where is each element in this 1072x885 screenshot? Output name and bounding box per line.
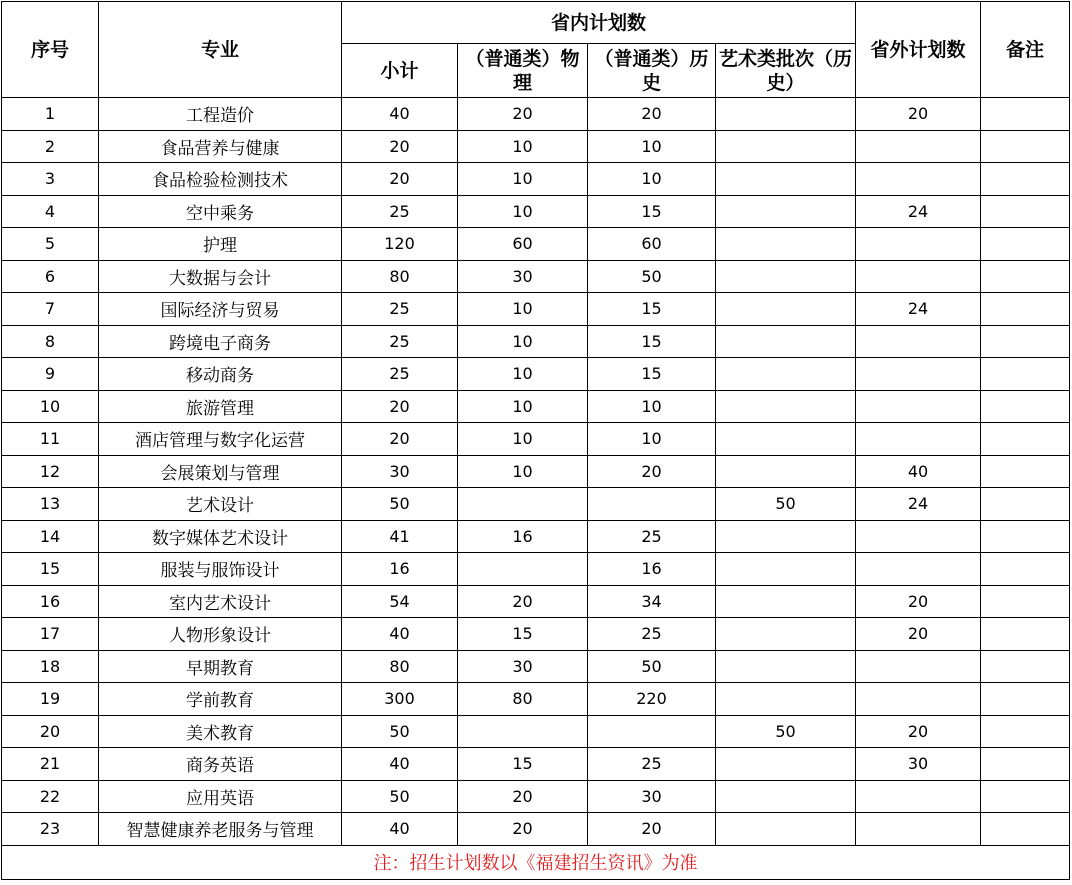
cell-remark <box>981 423 1070 456</box>
cell-subtotal: 20 <box>342 163 458 196</box>
cell-history: 16 <box>588 553 716 586</box>
cell-seq: 2 <box>2 130 99 163</box>
cell-major: 工程造价 <box>99 98 342 131</box>
cell-art <box>716 130 856 163</box>
cell-seq: 11 <box>2 423 99 456</box>
cell-subtotal: 300 <box>342 683 458 716</box>
cell-major: 商务英语 <box>99 748 342 781</box>
cell-remark <box>981 98 1070 131</box>
cell-out: 20 <box>856 715 981 748</box>
cell-out <box>856 520 981 553</box>
cell-art <box>716 520 856 553</box>
cell-subtotal: 40 <box>342 98 458 131</box>
cell-major: 移动商务 <box>99 358 342 391</box>
cell-major: 旅游管理 <box>99 390 342 423</box>
cell-subtotal: 20 <box>342 423 458 456</box>
cell-physics <box>458 553 588 586</box>
header-history: （普通类）历史 <box>588 44 716 98</box>
cell-art <box>716 683 856 716</box>
cell-history: 15 <box>588 195 716 228</box>
table-row <box>2 130 1070 163</box>
cell-history <box>588 488 716 521</box>
table-row <box>2 683 1070 716</box>
cell-subtotal: 40 <box>342 813 458 846</box>
cell-seq: 16 <box>2 585 99 618</box>
cell-major: 会展策划与管理 <box>99 455 342 488</box>
table-row <box>2 553 1070 586</box>
cell-subtotal: 16 <box>342 553 458 586</box>
cell-seq: 9 <box>2 358 99 391</box>
header-in-province: 省内计划数 <box>342 2 856 44</box>
cell-subtotal: 30 <box>342 455 458 488</box>
cell-physics: 10 <box>458 423 588 456</box>
cell-major: 早期教育 <box>99 650 342 683</box>
cell-major: 学前教育 <box>99 683 342 716</box>
cell-art: 50 <box>716 488 856 521</box>
cell-major: 空中乘务 <box>99 195 342 228</box>
cell-history: 10 <box>588 390 716 423</box>
cell-art <box>716 98 856 131</box>
cell-history: 30 <box>588 780 716 813</box>
cell-history: 60 <box>588 228 716 261</box>
cell-remark <box>981 780 1070 813</box>
cell-seq: 20 <box>2 715 99 748</box>
cell-subtotal: 25 <box>342 293 458 326</box>
table-row <box>2 455 1070 488</box>
cell-subtotal: 25 <box>342 358 458 391</box>
cell-major: 食品营养与健康 <box>99 130 342 163</box>
cell-physics: 15 <box>458 748 588 781</box>
table-row <box>2 650 1070 683</box>
table-row <box>2 520 1070 553</box>
cell-remark <box>981 358 1070 391</box>
cell-remark <box>981 553 1070 586</box>
header-out-province: 省外计划数 <box>856 2 981 98</box>
cell-history: 25 <box>588 520 716 553</box>
cell-subtotal: 120 <box>342 228 458 261</box>
cell-remark <box>981 325 1070 358</box>
cell-art <box>716 748 856 781</box>
cell-seq: 15 <box>2 553 99 586</box>
cell-out <box>856 228 981 261</box>
cell-remark <box>981 520 1070 553</box>
table-row <box>2 488 1070 521</box>
table-row <box>2 813 1070 846</box>
cell-remark <box>981 683 1070 716</box>
cell-history: 25 <box>588 618 716 651</box>
cell-physics: 10 <box>458 163 588 196</box>
cell-remark <box>981 455 1070 488</box>
cell-major: 国际经济与贸易 <box>99 293 342 326</box>
cell-art <box>716 260 856 293</box>
cell-out: 30 <box>856 748 981 781</box>
cell-art <box>716 195 856 228</box>
table-row <box>2 618 1070 651</box>
cell-remark <box>981 748 1070 781</box>
cell-subtotal: 50 <box>342 488 458 521</box>
cell-physics: 16 <box>458 520 588 553</box>
cell-physics: 30 <box>458 260 588 293</box>
cell-major: 美术教育 <box>99 715 342 748</box>
cell-major: 服装与服饰设计 <box>99 553 342 586</box>
cell-out: 24 <box>856 488 981 521</box>
cell-art <box>716 423 856 456</box>
cell-seq: 4 <box>2 195 99 228</box>
cell-out <box>856 163 981 196</box>
cell-subtotal: 50 <box>342 715 458 748</box>
cell-subtotal: 20 <box>342 130 458 163</box>
cell-seq: 19 <box>2 683 99 716</box>
cell-subtotal: 25 <box>342 325 458 358</box>
cell-art <box>716 618 856 651</box>
table-row <box>2 293 1070 326</box>
cell-physics: 20 <box>458 585 588 618</box>
cell-out: 40 <box>856 455 981 488</box>
table-row <box>2 195 1070 228</box>
cell-major: 智慧健康养老服务与管理 <box>99 813 342 846</box>
cell-out <box>856 260 981 293</box>
cell-remark <box>981 228 1070 261</box>
cell-physics <box>458 488 588 521</box>
cell-subtotal: 80 <box>342 650 458 683</box>
table-row <box>2 163 1070 196</box>
cell-physics: 10 <box>458 358 588 391</box>
cell-history: 15 <box>588 358 716 391</box>
cell-history: 10 <box>588 130 716 163</box>
cell-remark <box>981 390 1070 423</box>
cell-physics: 20 <box>458 813 588 846</box>
cell-history: 10 <box>588 163 716 196</box>
cell-seq: 22 <box>2 780 99 813</box>
cell-remark <box>981 260 1070 293</box>
cell-seq: 12 <box>2 455 99 488</box>
cell-subtotal: 20 <box>342 390 458 423</box>
enrollment-plan-table-container <box>1 1 1069 880</box>
cell-physics: 10 <box>458 293 588 326</box>
cell-out <box>856 650 981 683</box>
cell-subtotal: 40 <box>342 748 458 781</box>
cell-art <box>716 455 856 488</box>
cell-major: 艺术设计 <box>99 488 342 521</box>
table-row <box>2 585 1070 618</box>
cell-history: 10 <box>588 423 716 456</box>
cell-art <box>716 358 856 391</box>
cell-history: 50 <box>588 260 716 293</box>
table-row <box>2 390 1070 423</box>
cell-history: 34 <box>588 585 716 618</box>
cell-seq: 8 <box>2 325 99 358</box>
cell-history: 220 <box>588 683 716 716</box>
cell-remark <box>981 293 1070 326</box>
cell-seq: 5 <box>2 228 99 261</box>
cell-out <box>856 553 981 586</box>
cell-art <box>716 325 856 358</box>
cell-art <box>716 163 856 196</box>
cell-out <box>856 683 981 716</box>
cell-history: 25 <box>588 748 716 781</box>
cell-physics: 20 <box>458 780 588 813</box>
cell-physics: 10 <box>458 130 588 163</box>
cell-art <box>716 813 856 846</box>
cell-history: 20 <box>588 813 716 846</box>
cell-seq: 18 <box>2 650 99 683</box>
cell-seq: 1 <box>2 98 99 131</box>
cell-major: 跨境电子商务 <box>99 325 342 358</box>
header-physics: （普通类）物理 <box>458 44 588 98</box>
cell-history: 20 <box>588 98 716 131</box>
cell-remark <box>981 618 1070 651</box>
cell-major: 护理 <box>99 228 342 261</box>
cell-remark <box>981 163 1070 196</box>
cell-physics: 10 <box>458 390 588 423</box>
cell-out <box>856 130 981 163</box>
cell-out <box>856 390 981 423</box>
cell-history: 20 <box>588 455 716 488</box>
cell-history: 15 <box>588 325 716 358</box>
cell-subtotal: 25 <box>342 195 458 228</box>
cell-seq: 10 <box>2 390 99 423</box>
header-seq: 序号 <box>2 2 99 98</box>
cell-remark <box>981 715 1070 748</box>
cell-subtotal: 50 <box>342 780 458 813</box>
cell-out: 24 <box>856 293 981 326</box>
cell-out: 20 <box>856 585 981 618</box>
cell-history: 15 <box>588 293 716 326</box>
cell-history <box>588 715 716 748</box>
cell-seq: 6 <box>2 260 99 293</box>
note-row <box>2 845 1070 879</box>
cell-major: 数字媒体艺术设计 <box>99 520 342 553</box>
cell-physics: 10 <box>458 195 588 228</box>
cell-remark <box>981 813 1070 846</box>
note-text: 注：招生计划数以《福建招生资讯》为准 <box>2 845 1070 879</box>
cell-remark <box>981 488 1070 521</box>
table-header <box>2 2 1070 98</box>
cell-major: 大数据与会计 <box>99 260 342 293</box>
cell-out <box>856 780 981 813</box>
cell-subtotal: 54 <box>342 585 458 618</box>
cell-art <box>716 390 856 423</box>
table-body <box>2 98 1070 846</box>
cell-major: 食品检验检测技术 <box>99 163 342 196</box>
cell-seq: 13 <box>2 488 99 521</box>
cell-out: 20 <box>856 618 981 651</box>
header-subtotal: 小计 <box>342 44 458 98</box>
table-row <box>2 358 1070 391</box>
cell-seq: 7 <box>2 293 99 326</box>
cell-subtotal: 41 <box>342 520 458 553</box>
cell-remark <box>981 195 1070 228</box>
cell-major: 人物形象设计 <box>99 618 342 651</box>
cell-physics <box>458 715 588 748</box>
table-row <box>2 228 1070 261</box>
cell-out <box>856 325 981 358</box>
header-major: 专业 <box>99 2 342 98</box>
cell-physics: 10 <box>458 325 588 358</box>
cell-major: 室内艺术设计 <box>99 585 342 618</box>
cell-subtotal: 80 <box>342 260 458 293</box>
cell-art <box>716 553 856 586</box>
cell-remark <box>981 650 1070 683</box>
enrollment-plan-table <box>1 1 1070 880</box>
cell-physics: 10 <box>458 455 588 488</box>
cell-subtotal: 40 <box>342 618 458 651</box>
cell-physics: 60 <box>458 228 588 261</box>
cell-art <box>716 293 856 326</box>
cell-major: 酒店管理与数字化运营 <box>99 423 342 456</box>
cell-history: 50 <box>588 650 716 683</box>
cell-out: 20 <box>856 98 981 131</box>
cell-seq: 21 <box>2 748 99 781</box>
table-row <box>2 780 1070 813</box>
cell-physics: 15 <box>458 618 588 651</box>
cell-art: 50 <box>716 715 856 748</box>
cell-out <box>856 423 981 456</box>
cell-major: 应用英语 <box>99 780 342 813</box>
table-row <box>2 98 1070 131</box>
cell-art <box>716 228 856 261</box>
cell-physics: 20 <box>458 98 588 131</box>
cell-out <box>856 358 981 391</box>
cell-remark <box>981 585 1070 618</box>
cell-art <box>716 585 856 618</box>
cell-physics: 80 <box>458 683 588 716</box>
cell-seq: 14 <box>2 520 99 553</box>
header-art: 艺术类批次（历史） <box>716 44 856 98</box>
table-row <box>2 423 1070 456</box>
cell-seq: 3 <box>2 163 99 196</box>
table-row <box>2 715 1070 748</box>
header-remarks: 备注 <box>981 2 1070 98</box>
table-row <box>2 260 1070 293</box>
cell-seq: 23 <box>2 813 99 846</box>
table-row <box>2 325 1070 358</box>
cell-seq: 17 <box>2 618 99 651</box>
cell-remark <box>981 130 1070 163</box>
header-row-1 <box>2 2 1070 44</box>
table-row <box>2 748 1070 781</box>
cell-art <box>716 780 856 813</box>
cell-out <box>856 813 981 846</box>
cell-art <box>716 650 856 683</box>
cell-physics: 30 <box>458 650 588 683</box>
cell-out: 24 <box>856 195 981 228</box>
